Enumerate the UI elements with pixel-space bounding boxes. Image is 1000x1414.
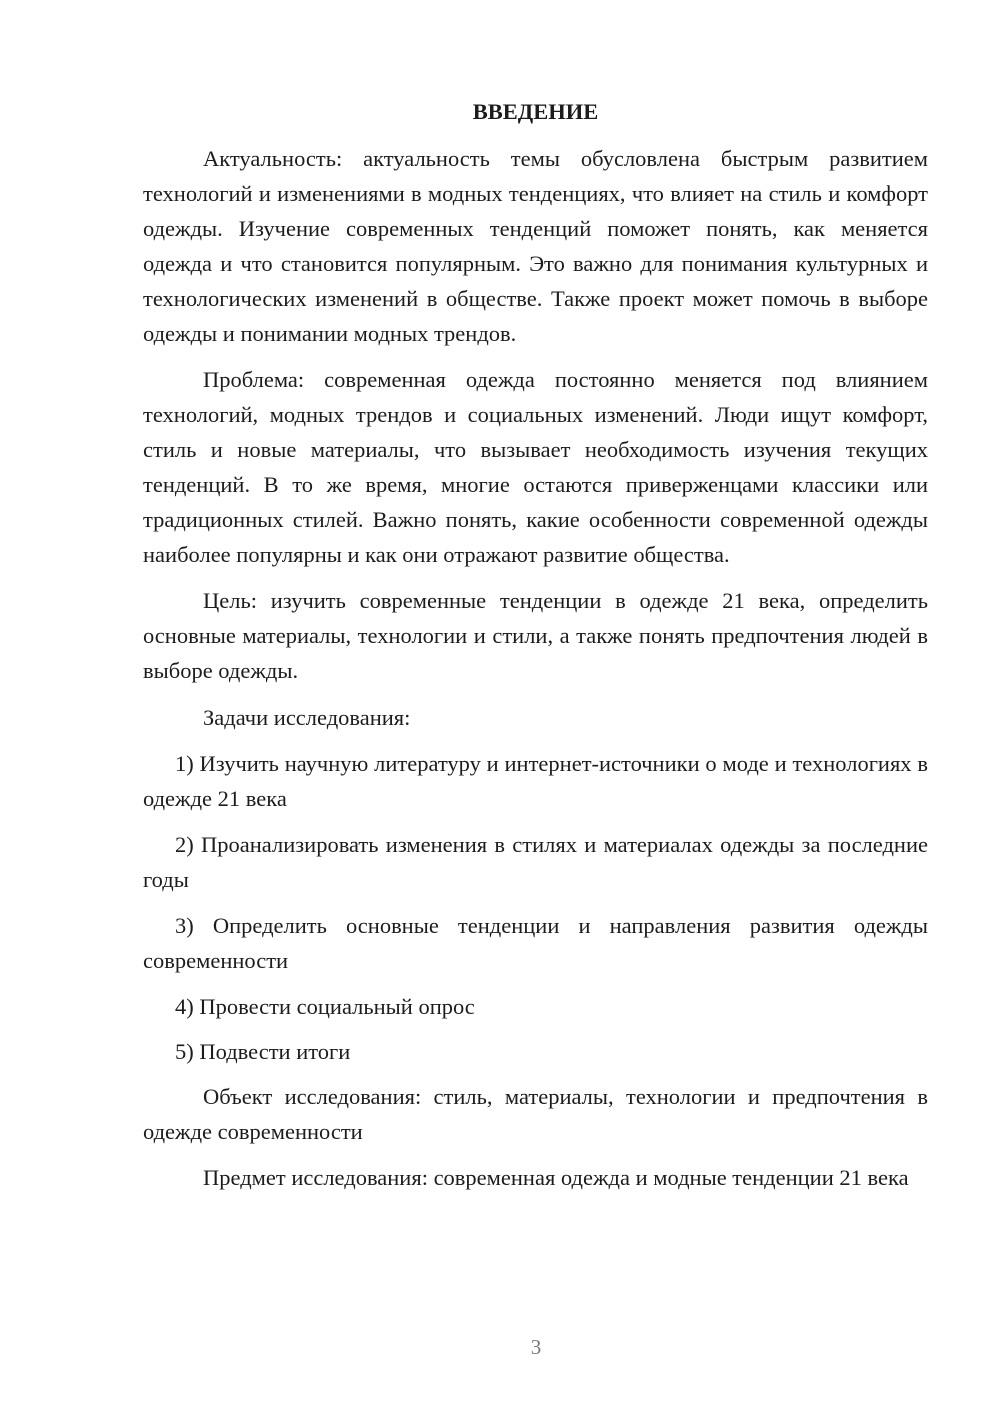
problem-paragraph: Проблема: современная одежда постоянно меняется под влиянием технологий, модных трендов и социальных изменений. Люди ищут комфорт, стиль и новые материалы, что вызывает необходимость изучения текущих тенденций. В то же время, многие остаются приверженцами классики или традиционных стилей. Важно понять, какие особенности современной одежды наиболее популярны и как они отражают развитие общества.	[143, 367, 928, 567]
object-paragraph: Объект исследования: стиль, материалы, технологии и предпочтения в одежде современности	[143, 1084, 928, 1144]
document-body	[143, 94, 928, 1206]
task-item: 4) Провести социальный опрос	[175, 994, 475, 1019]
subject-paragraph: Предмет исследования: современная одежда и модные тенденции 21 века	[203, 1165, 909, 1190]
task-item: 1) Изучить научную литературу и интернет-источники о моде и технологиях в одежде 21 века	[143, 751, 928, 811]
goal-paragraph: Цель: изучить современные тенденции в одежде 21 века, определить основные материалы, технологии и стили, а также понять предпочтения людей в выборе одежды.	[143, 588, 928, 683]
tasks-title: Задачи исследования:	[203, 705, 411, 730]
task-item: 5) Подвести итоги	[175, 1039, 351, 1064]
task-item: 2) Проанализировать изменения в стилях и материалах одежды за последние годы	[143, 832, 928, 892]
relevance-paragraph: Актуальность: актуальность темы обусловлена быстрым развитием технологий и изменениями в модных тенденциях, что влияет на стиль и комфорт одежды. Изучение современных тенденций поможет понять, как меняется одежда и что становится популярным. Это важно для понимания культурных и технологических изменений в обществе. Также проект может помочь в выборе одежды и понимании модных трендов.	[143, 146, 928, 346]
page-number: 3	[530, 1335, 542, 1359]
page-title: ВВЕДЕНИЕ	[472, 99, 599, 124]
task-item: 3) Определить основные тенденции и направления развития одежды современности	[143, 913, 928, 973]
